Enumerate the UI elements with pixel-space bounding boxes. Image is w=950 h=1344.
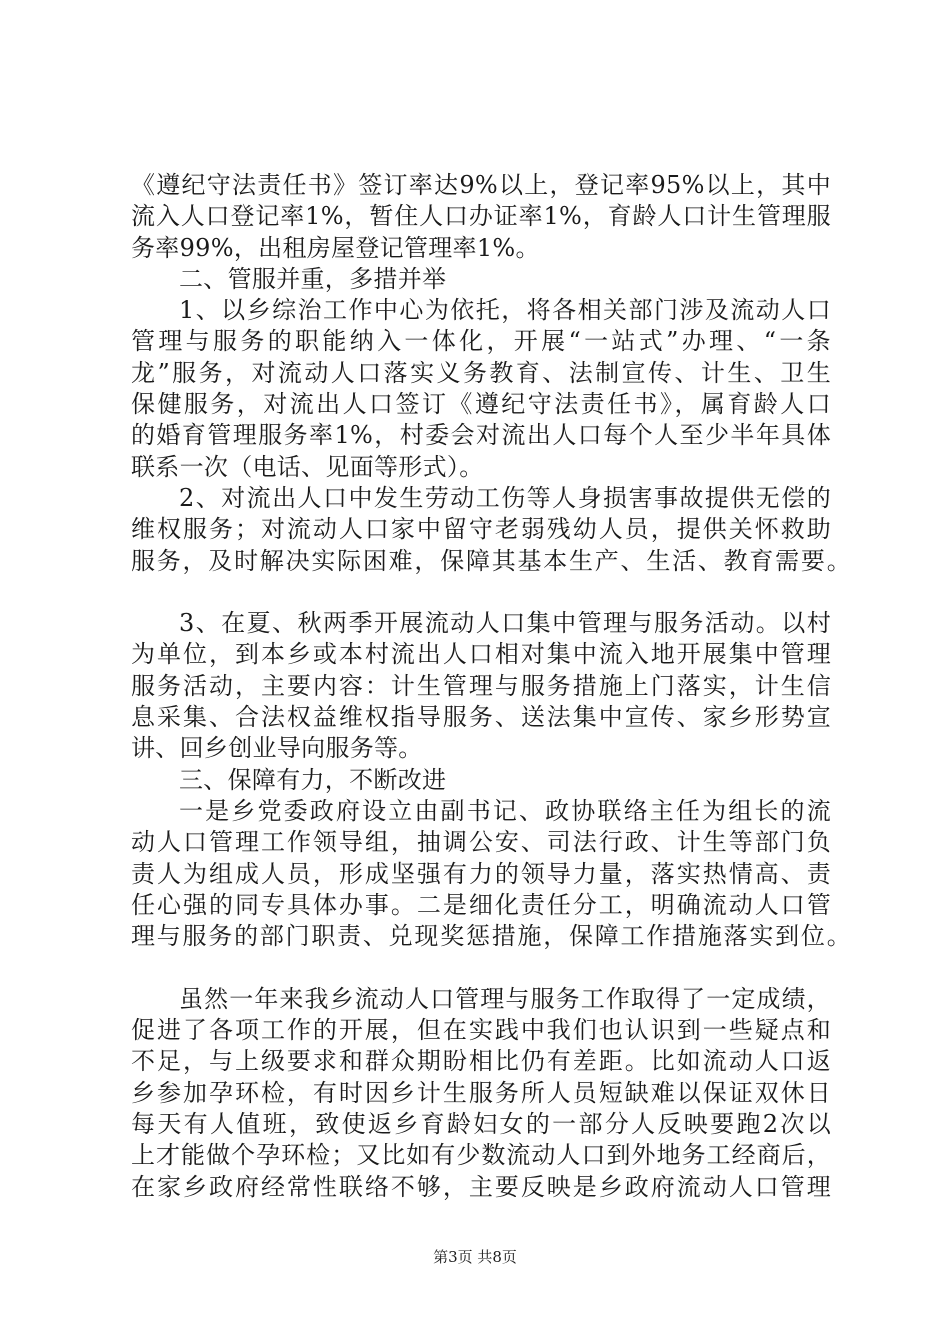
text-line: 理与服务的部门职责、兑现奖惩措施，保障工作措施落实到位。 (131, 922, 851, 951)
paragraph-gap (131, 952, 831, 983)
text-line: 一是乡党委政府设立由副书记、政协联络主任为组长的流 (179, 796, 831, 825)
page-number-footer: 第3页 共8页 (433, 1248, 517, 1266)
text-line: 《遵纪守法责任书》签订率达9%以上，登记率95%以上，其中 (131, 171, 831, 199)
text-line: 维权服务；对流动人口家中留守老弱残幼人员，提供关怀救助 (131, 515, 831, 544)
text-line: 龙”服务，对流动人口落实义务教育、法制宣传、计生、卫生 (131, 358, 831, 387)
text-line: 的婚育管理服务率1%，村委会对流出人口每个人至少半年具体 (131, 421, 831, 450)
text-line: 动人口管理工作领导组，抽调公安、司法行政、计生等部门负 (131, 828, 831, 857)
text-line: 责人为组成人员，形成坚强有力的领导力量，落实热情高、责 (131, 859, 831, 888)
text-line: 1、以乡综治工作中心为依托，将各相关部门涉及流动人口 (179, 296, 831, 325)
paragraph-gap (131, 577, 831, 608)
section-heading: 二、管服并重，多措并举 (179, 264, 447, 293)
text-line: 保健服务，对流出人口签订《遵纪守法责任书》，属育龄人口 (131, 390, 831, 419)
text-line: 上才能做个孕环检；又比如有少数流动人口到外地务工经商后， (131, 1141, 831, 1170)
text-line: 流入人口登记率1%，暂住人口办证率1%，育龄人口计生管理服 (131, 202, 831, 231)
document-body (131, 170, 851, 1203)
text-line: 联系一次（电话、见面等形式）。 (131, 452, 484, 481)
text-line: 促进了各项工作的开展，但在实践中我们也认识到一些疑点和 (131, 1016, 831, 1045)
text-line: 息采集、合法权益维权指导服务、送法集中宣传、家乡形势宣 (131, 703, 831, 732)
text-line: 3、在夏、秋两季开展流动人口集中管理与服务活动。以村 (179, 609, 831, 638)
text-line: 虽然一年来我乡流动人口管理与服务工作取得了一定成绩， (179, 984, 831, 1013)
text-line: 服务活动，主要内容：计生管理与服务措施上门落实，计生信 (131, 671, 831, 700)
section-heading: 三、保障有力，不断改进 (179, 765, 447, 794)
text-line: 不足，与上级要求和群众期盼相比仍有差距。比如流动人口返 (131, 1047, 831, 1076)
text-line: 讲、回乡创业导向服务等。 (131, 734, 423, 763)
text-line: 任心强的同专具体办事。二是细化责任分工，明确流动人口管 (131, 890, 831, 919)
text-line: 服务，及时解决实际困难，保障其基本生产、生活、教育需要。 (131, 546, 851, 575)
text-line: 在家乡政府经常性联络不够，主要反映是乡政府流动人口管理 (131, 1172, 831, 1201)
text-line: 2、对流出人口中发生劳动工伤等人身损害事故提供无偿的 (179, 483, 831, 512)
text-line: 每天有人值班，致使返乡育龄妇女的一部分人反映要跑2次以 (131, 1109, 831, 1138)
text-line: 务率99%，出租房屋登记管理率1%。 (131, 233, 540, 262)
text-line: 为单位，到本乡或本村流出人口相对集中流入地开展集中管理 (131, 640, 831, 669)
text-line: 管理与服务的职能纳入一体化，开展“一站式”办理、“一条 (131, 327, 831, 356)
text-line: 乡参加孕环检，有时因乡计生服务所人员短缺难以保证双休日 (131, 1078, 831, 1107)
